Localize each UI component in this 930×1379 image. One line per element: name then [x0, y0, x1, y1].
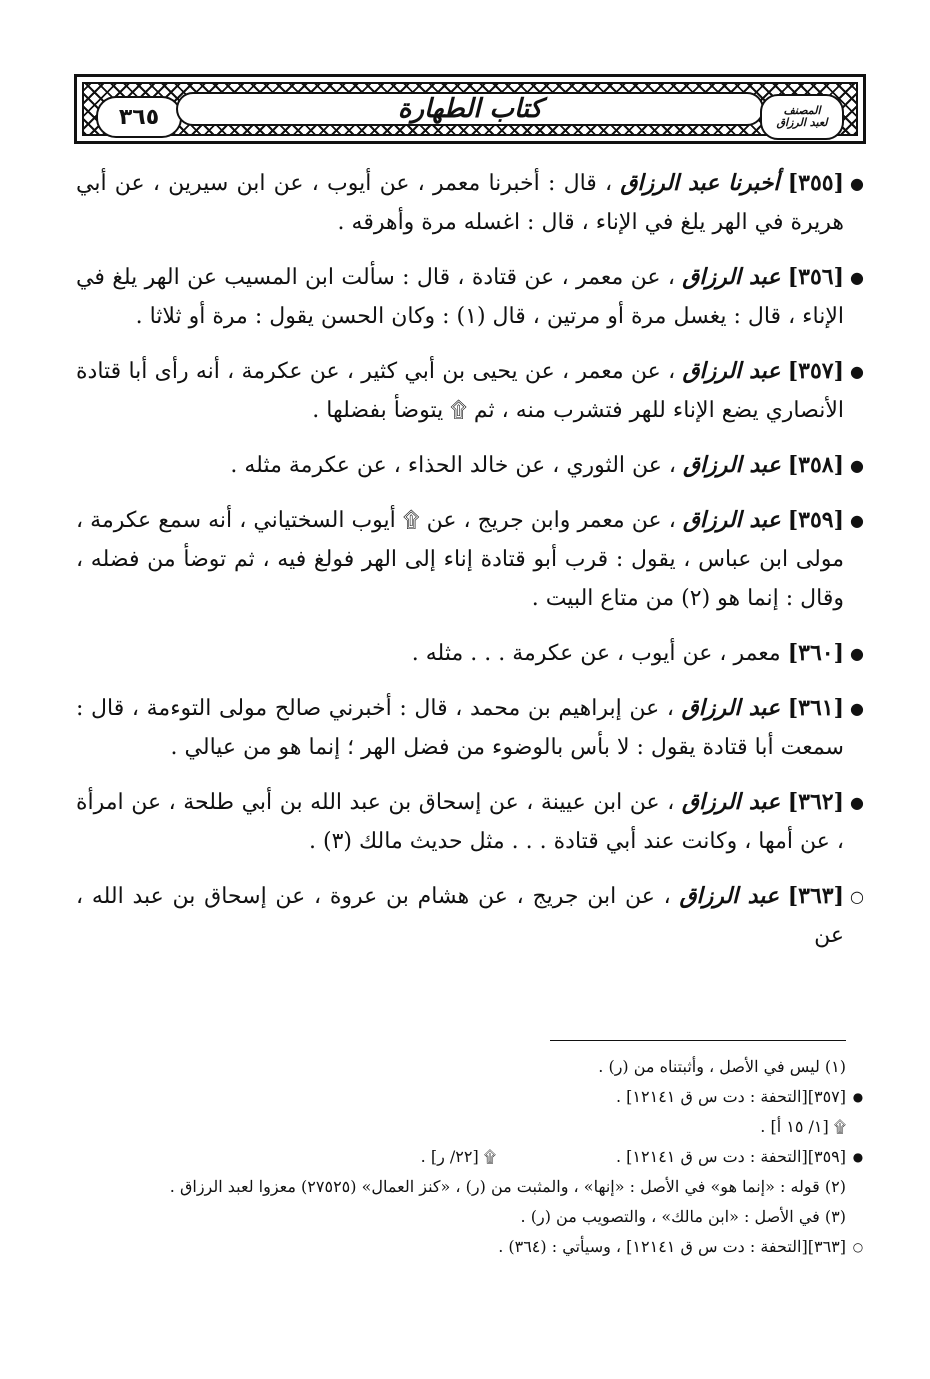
hadith-361 — [76, 689, 866, 767]
bullet-icon: ● — [850, 268, 864, 287]
bullet-icon: ● — [850, 511, 864, 530]
footnote-357 — [76, 1082, 866, 1112]
hadith-359 — [76, 501, 866, 618]
hadith-number: [٣٦٠] — [787, 640, 844, 666]
hadith-number: [٣٥٦] — [787, 264, 844, 290]
footnote-357b: ۩ [١/ ١٥ أ] . — [760, 1117, 846, 1136]
hadith-357 — [76, 352, 866, 430]
page-number-box — [96, 96, 182, 138]
hadith-358 — [76, 446, 866, 485]
page-number: ٣٦٥ — [118, 104, 160, 130]
bullet-icon: ● — [850, 699, 864, 718]
logo-line-1: المصنف — [783, 104, 821, 118]
hadith-number: [٣٦٢] — [787, 789, 844, 815]
hadith-number: [٣٥٧] — [787, 358, 844, 384]
hadith-362 — [76, 783, 866, 861]
hadith-text: ، عن ابن جريج ، عن هشام بن عروة ، عن إسحاق بن عبد الله ، عن — [76, 884, 844, 948]
page-header — [74, 74, 866, 144]
footnote-divider — [550, 1040, 846, 1041]
hadith-number: [٣٥٨] — [787, 452, 844, 478]
hadith-number: [٣٥٥] — [787, 170, 845, 196]
hadith-narrator: عبد الرزاق — [681, 789, 781, 815]
bullet-icon: ● — [850, 644, 864, 663]
bullet-icon: ● — [850, 793, 864, 812]
bullet-icon: ● — [852, 1150, 864, 1164]
footnote-359-ref: ۩ [٢٢/ ر] . — [420, 1147, 496, 1166]
circle-bullet-icon: ○ — [852, 1240, 864, 1254]
hadith-text: ، عن معمر وابن جريج ، عن ۩ أيوب السختياني ، أنه سمع عكرمة ، مولى ابن عباس ، يقول : قرب أبو قتادة إناء إلى الهر فولغ فيه ، ثم توضأ من فضله ، وقال : إنما هو (٢) من متاع البيت . — [76, 508, 844, 611]
footnote-1: (١) ليس في الأصل ، وأثبتناه من (ر) . — [598, 1057, 846, 1076]
hadith-number: [٣٥٩] — [787, 507, 845, 533]
hadith-355 — [76, 164, 866, 242]
chapter-title-box — [176, 92, 764, 126]
bullet-icon: ● — [850, 362, 864, 381]
bullet-icon: ● — [852, 1090, 864, 1104]
hadith-narrator: أخبرنا عبد الرزاق — [620, 170, 780, 196]
footnote-363 — [76, 1232, 866, 1262]
footnote-363-text: [٣٦٣][التحفة : دت س ق ١٢١٤١] ، وسيأتي : (٣٦٤) . — [498, 1237, 846, 1256]
hadith-text: ، عن ابن عيينة ، عن إسحاق بن عبد الله بن أبي طلحة ، عن امرأة ، عن أمها ، وكانت عند أبي قتادة . . . مثل حديث مالك (٣) . — [76, 790, 844, 854]
hadith-narrator: عبد الرزاق — [682, 358, 781, 384]
hadith-narrator: عبد الرزاق — [682, 507, 781, 533]
hadith-text: ، عن معمر ، عن قتادة ، قال : سألت ابن المسيب عن الهر يلغ في الإناء ، قال : يغسل مرة أو مرتين ، قال (١) : وكان الحسن يقول : مرة أو ثلاثا . — [76, 265, 844, 329]
footnote-3: (٣) في الأصل : «ابن مالك» ، والتصويب من (ر) . — [520, 1207, 846, 1226]
main-text — [76, 164, 866, 971]
hadith-363 — [76, 877, 866, 955]
hadith-narrator: معمر — [733, 641, 781, 666]
footnote-357-text: [٣٥٧][التحفة : دت س ق ١٢١٤١] . — [615, 1087, 846, 1106]
hadith-360 — [76, 634, 866, 673]
chapter-title: كتاب الطهارة — [397, 94, 543, 124]
hadith-text: ، عن إبراهيم بن محمد ، قال : أخبرني صالح مولى التوءمة ، قال : سمعت أبا قتادة يقول : لا بأس بالوضوء من فضل الهر ؛ إنما هو من عيالي . — [76, 696, 844, 760]
book-logo — [760, 94, 844, 140]
hadith-narrator: عبد الرزاق — [679, 883, 779, 909]
hadith-number: [٣٦١] — [787, 695, 844, 721]
hadith-text: ، عن أيوب ، عن عكرمة . . . مثله . — [411, 641, 727, 666]
footnotes — [76, 1052, 866, 1262]
hadith-text: ، عن معمر ، عن يحيى بن أبي كثير ، عن عكرمة ، أنه رأى أبا قتادة الأنصاري يضع الإناء للهر فتشرب منه ، ثم ۩ يتوضأ بفضلها . — [76, 359, 844, 423]
circle-bullet-icon: ○ — [850, 887, 864, 906]
footnote-2: (٢) قوله : «إنما هو» في الأصل : «إنها» ، والمثبت من (ر) ، «كنز العمال» (٢٧٥٢٥) معزوا لعبد الرزاق . — [169, 1177, 846, 1196]
footnote-359 — [76, 1142, 866, 1172]
bullet-icon: ● — [850, 174, 864, 193]
hadith-text: ، عن الثوري ، عن خالد الحذاء ، عن عكرمة مثله . — [230, 453, 676, 478]
logo-line-2: لعبد الرزاق — [776, 116, 828, 129]
hadith-text: ، قال : أخبرنا معمر ، عن أيوب ، عن ابن سيرين ، عن أبي هريرة في الهر يلغ في الإناء ، قال : اغسله مرة وأهرقه . — [76, 171, 844, 235]
footnote-359-text: [٣٥٩][التحفة : دت س ق ١٢١٤١] . — [615, 1147, 846, 1166]
hadith-narrator: عبد الرزاق — [681, 695, 781, 721]
header-ornament-band — [82, 82, 858, 136]
bullet-icon: ● — [850, 456, 864, 475]
hadith-number: [٣٦٣] — [787, 883, 845, 909]
hadith-356 — [76, 258, 866, 336]
hadith-narrator: عبد الرزاق — [682, 452, 781, 478]
hadith-narrator: عبد الرزاق — [682, 264, 781, 290]
